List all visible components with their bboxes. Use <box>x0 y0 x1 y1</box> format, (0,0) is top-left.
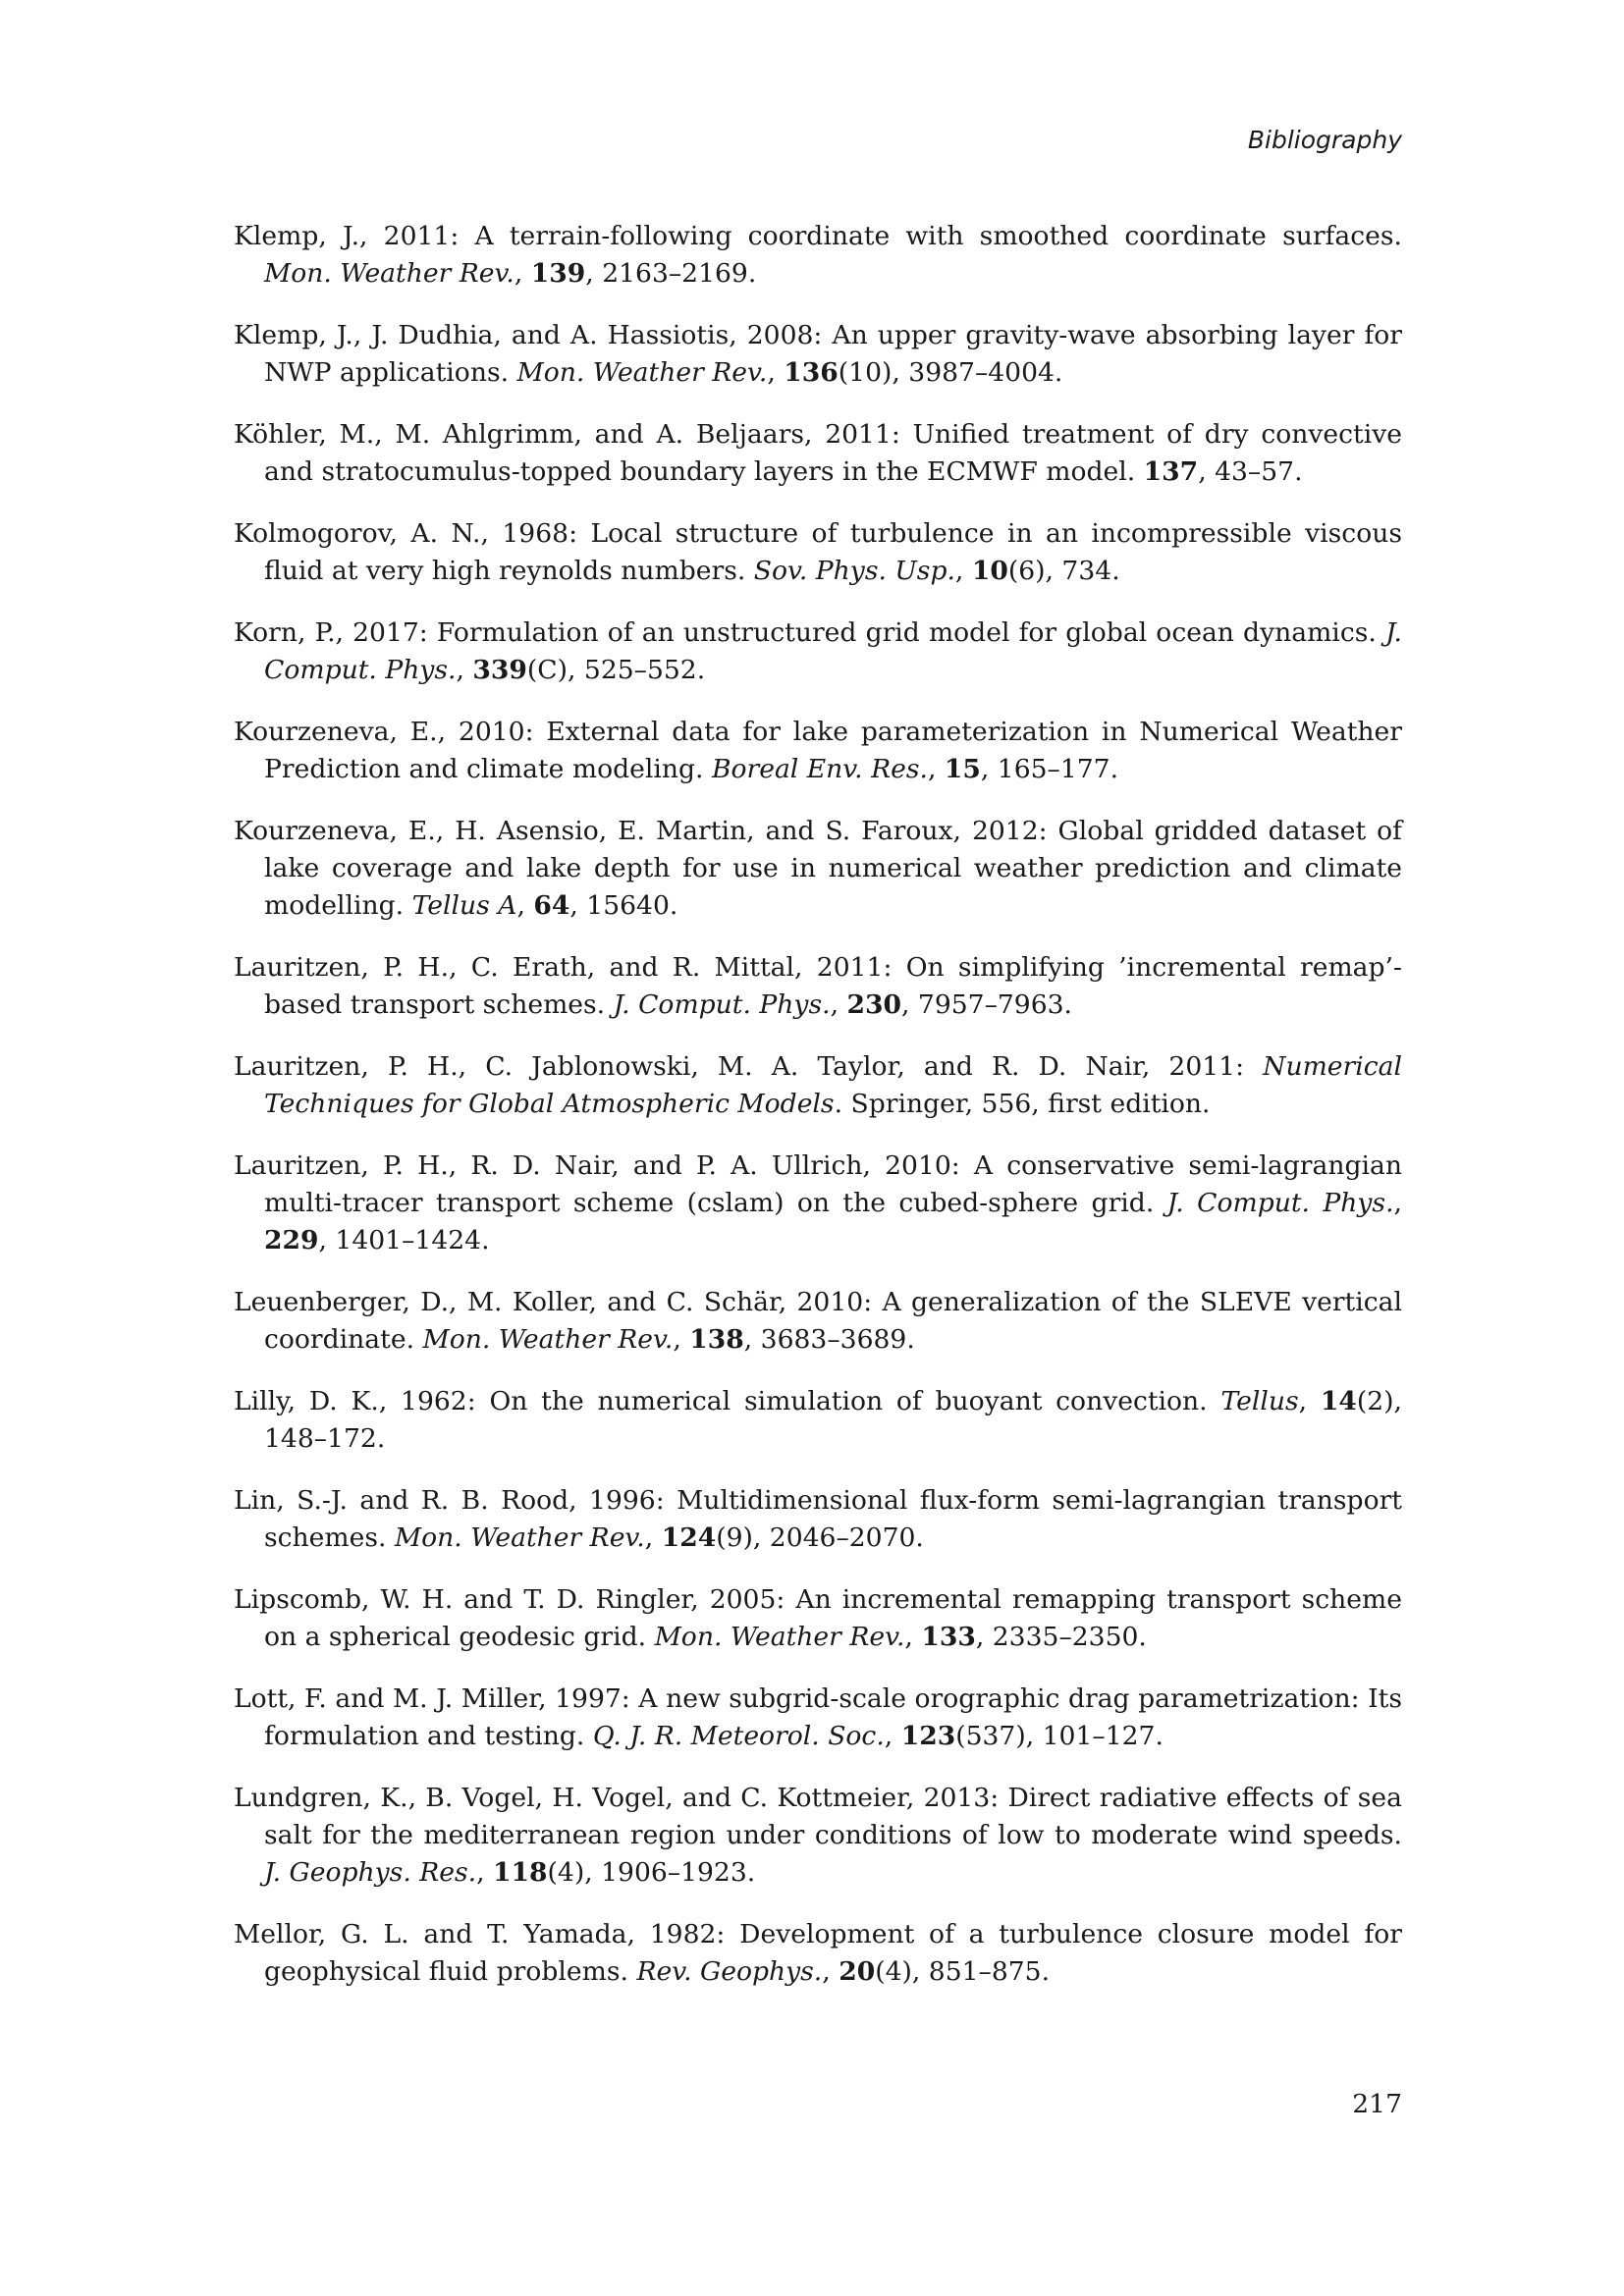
ref-journal: Rev. Geophys. <box>636 1956 823 1987</box>
ref-text: , 165–177. <box>980 754 1119 784</box>
ref-text: , <box>884 1721 901 1751</box>
ref-journal: Mon. Weather Rev. <box>394 1522 645 1553</box>
ref-text: , 43–57. <box>1198 456 1303 487</box>
ref-text: , <box>514 258 531 289</box>
ref-volume: 230 <box>846 989 901 1020</box>
ref-volume: 64 <box>533 890 570 921</box>
ref-journal: Boreal Env. Res. <box>711 754 928 784</box>
reference-entry <box>234 813 1402 925</box>
ref-journal: Tellus <box>1220 1386 1299 1416</box>
ref-volume: 138 <box>689 1324 744 1355</box>
ref-text: Lauritzen, P. H., R. D. Nair, and P. A. Ullrich, 2010: A conservative semi-lagrangian multi-tracer transport scheme (cslam) on the cubed-sphere grid. <box>234 1150 1402 1218</box>
ref-text: , <box>644 1522 662 1553</box>
reference-entry <box>234 218 1402 293</box>
ref-text: Lauritzen, P. H., C. Jablonowski, M. A. Taylor, and R. D. Nair, 2011: <box>234 1051 1264 1082</box>
ref-volume: 124 <box>661 1522 717 1553</box>
ref-text: , 3683–3689. <box>743 1324 915 1355</box>
ref-text: Kourzeneva, E., H. Asensio, E. Martin, and S. Faroux, 2012: Global gridded dataset of lake coverage and lake depth for use in numerical weather prediction and climate modelling. <box>234 816 1402 921</box>
ref-text: (4), 851–875. <box>875 1956 1051 1987</box>
ref-text: Lott, F. and M. J. Miller, 1997: A new subgrid-scale orographic drag parametrization: Its formulation and testing. <box>234 1683 1402 1751</box>
ref-journal: J. Comput. Phys. <box>1166 1188 1394 1218</box>
reference-entry <box>234 515 1402 590</box>
reference-entry <box>234 1581 1402 1656</box>
ref-text: , 15640. <box>569 890 678 921</box>
reference-entry <box>234 317 1402 392</box>
ref-text: Lipscomb, W. H. and T. D. Ringler, 2005: An incremental remapping transport scheme on a spherical geodesic grid. <box>234 1584 1402 1652</box>
ref-text: Lauritzen, P. H., C. Erath, and R. Mittal, 2011: On simplifying ’incremental remap’-based transport schemes. <box>234 952 1402 1020</box>
ref-journal: Numerical Techniques for Global Atmospheric Models <box>264 1051 1402 1119</box>
ref-text: , <box>904 1622 922 1652</box>
ref-text: Klemp, J., J. Dudhia, and A. Hassiotis, 2008: An upper gravity-wave absorbing layer for NWP applications. <box>234 320 1402 388</box>
ref-text: (4), 1906–1923. <box>547 1857 756 1888</box>
reference-entry <box>234 614 1402 689</box>
reference-entry <box>234 1916 1402 1991</box>
ref-volume: 118 <box>493 1857 548 1888</box>
ref-text: , <box>1298 1386 1321 1416</box>
reference-entry <box>234 949 1402 1024</box>
ref-journal: Mon. Weather Rev. <box>516 357 768 388</box>
ref-volume: 20 <box>839 1956 876 1987</box>
ref-volume: 14 <box>1320 1386 1357 1416</box>
ref-volume: 133 <box>921 1622 976 1652</box>
ref-journal: J. Comput. Phys. <box>613 989 831 1020</box>
ref-volume: 339 <box>472 655 527 685</box>
reference-entry <box>234 1383 1402 1458</box>
ref-text: (9), 2046–2070. <box>716 1522 924 1553</box>
ref-journal: Mon. Weather Rev. <box>422 1324 674 1355</box>
ref-text: , 1401–1424. <box>318 1225 490 1255</box>
ref-text: , <box>1393 1188 1402 1218</box>
ref-text: . Springer, 556, first edition. <box>834 1089 1211 1119</box>
ref-text: , 2163–2169. <box>585 258 757 289</box>
ref-volume: 10 <box>971 556 1008 586</box>
ref-text: , <box>927 754 945 784</box>
reference-entry <box>234 1148 1402 1259</box>
ref-text: Kolmogorov, A. N., 1968: Local structure of turbulence in an incompressible viscous fluid at very high reynolds numbers. <box>234 518 1402 586</box>
ref-journal: J. Comput. Phys. <box>264 617 1402 685</box>
ref-text: , 2335–2350. <box>975 1622 1147 1652</box>
ref-text: (537), 101–127. <box>955 1721 1164 1751</box>
ref-text: Leuenberger, D., M. Koller, and C. Schär, 2010: A generalization of the SLEVE vertical coordinate. <box>234 1287 1402 1355</box>
ref-text: , <box>954 556 972 586</box>
ref-journal: Mon. Weather Rev. <box>654 1622 905 1652</box>
ref-text: , <box>673 1324 690 1355</box>
reference-entry <box>234 416 1402 491</box>
ref-text: Lilly, D. K., 1962: On the numerical simulation of buoyant convection. <box>234 1386 1221 1416</box>
reference-entry <box>234 1482 1402 1557</box>
ref-volume: 15 <box>944 754 981 784</box>
running-header: Bibliography <box>1247 126 1402 154</box>
ref-text: Lin, S.-J. and R. B. Rood, 1996: Multidimensional flux-form semi-lagrangian transport schemes. <box>234 1485 1402 1553</box>
ref-volume: 136 <box>784 357 839 388</box>
ref-journal: Mon. Weather Rev. <box>264 258 514 289</box>
ref-text: (C), 525–552. <box>526 655 706 685</box>
reference-entry <box>234 1780 1402 1892</box>
ref-journal: Tellus A <box>411 890 517 921</box>
ref-text: (2), 148–172. <box>264 1386 1402 1454</box>
ref-text: , <box>516 890 534 921</box>
reference-entry <box>234 1681 1402 1755</box>
ref-text: , <box>822 1956 839 1987</box>
ref-volume: 123 <box>900 1721 956 1751</box>
reference-entry <box>234 714 1402 788</box>
ref-journal: Q. J. R. Meteorol. Soc. <box>592 1721 885 1751</box>
ref-text: Klemp, J., 2011: A terrain-following coordinate with smoothed coordinate surfaces. <box>234 221 1402 251</box>
ref-volume: 137 <box>1143 456 1199 487</box>
ref-text: Kourzeneva, E., 2010: External data for lake parameterization in Numerical Weather Prediction and climate modeling. <box>234 717 1402 784</box>
ref-journal: J. Geophys. Res. <box>264 1857 477 1888</box>
ref-text: (6), 734. <box>1007 556 1120 586</box>
reference-entry <box>234 1048 1402 1123</box>
ref-volume: 139 <box>530 258 586 289</box>
ref-text: , <box>830 989 847 1020</box>
ref-text: Mellor, G. L. and T. Yamada, 1982: Development of a turbulence closure model for geophysical fluid problems. <box>234 1919 1402 1987</box>
reference-list <box>234 218 1402 2015</box>
ref-text: , <box>476 1857 494 1888</box>
ref-volume: 229 <box>264 1225 319 1255</box>
page-number: 217 <box>1352 2089 1402 2119</box>
ref-text: Korn, P., 2017: Formulation of an unstructured grid model for global ocean dynamics. <box>234 617 1385 648</box>
ref-text: , <box>456 655 473 685</box>
ref-text: (10), 3987–4004. <box>838 357 1063 388</box>
ref-text: Lundgren, K., B. Vogel, H. Vogel, and C. Kottmeier, 2013: Direct radiative effects of sea salt for the mediterranean region under conditions of low to moderate wind speeds. <box>234 1783 1402 1850</box>
reference-entry <box>234 1284 1402 1359</box>
ref-journal: Sov. Phys. Usp. <box>753 556 955 586</box>
ref-text: Köhler, M., M. Ahlgrimm, and A. Beljaars, 2011: Unified treatment of dry convective and stratocumulus-topped boundary layers in the ECMWF model. <box>234 419 1402 487</box>
ref-text: , 7957–7963. <box>901 989 1073 1020</box>
ref-text: , <box>767 357 785 388</box>
